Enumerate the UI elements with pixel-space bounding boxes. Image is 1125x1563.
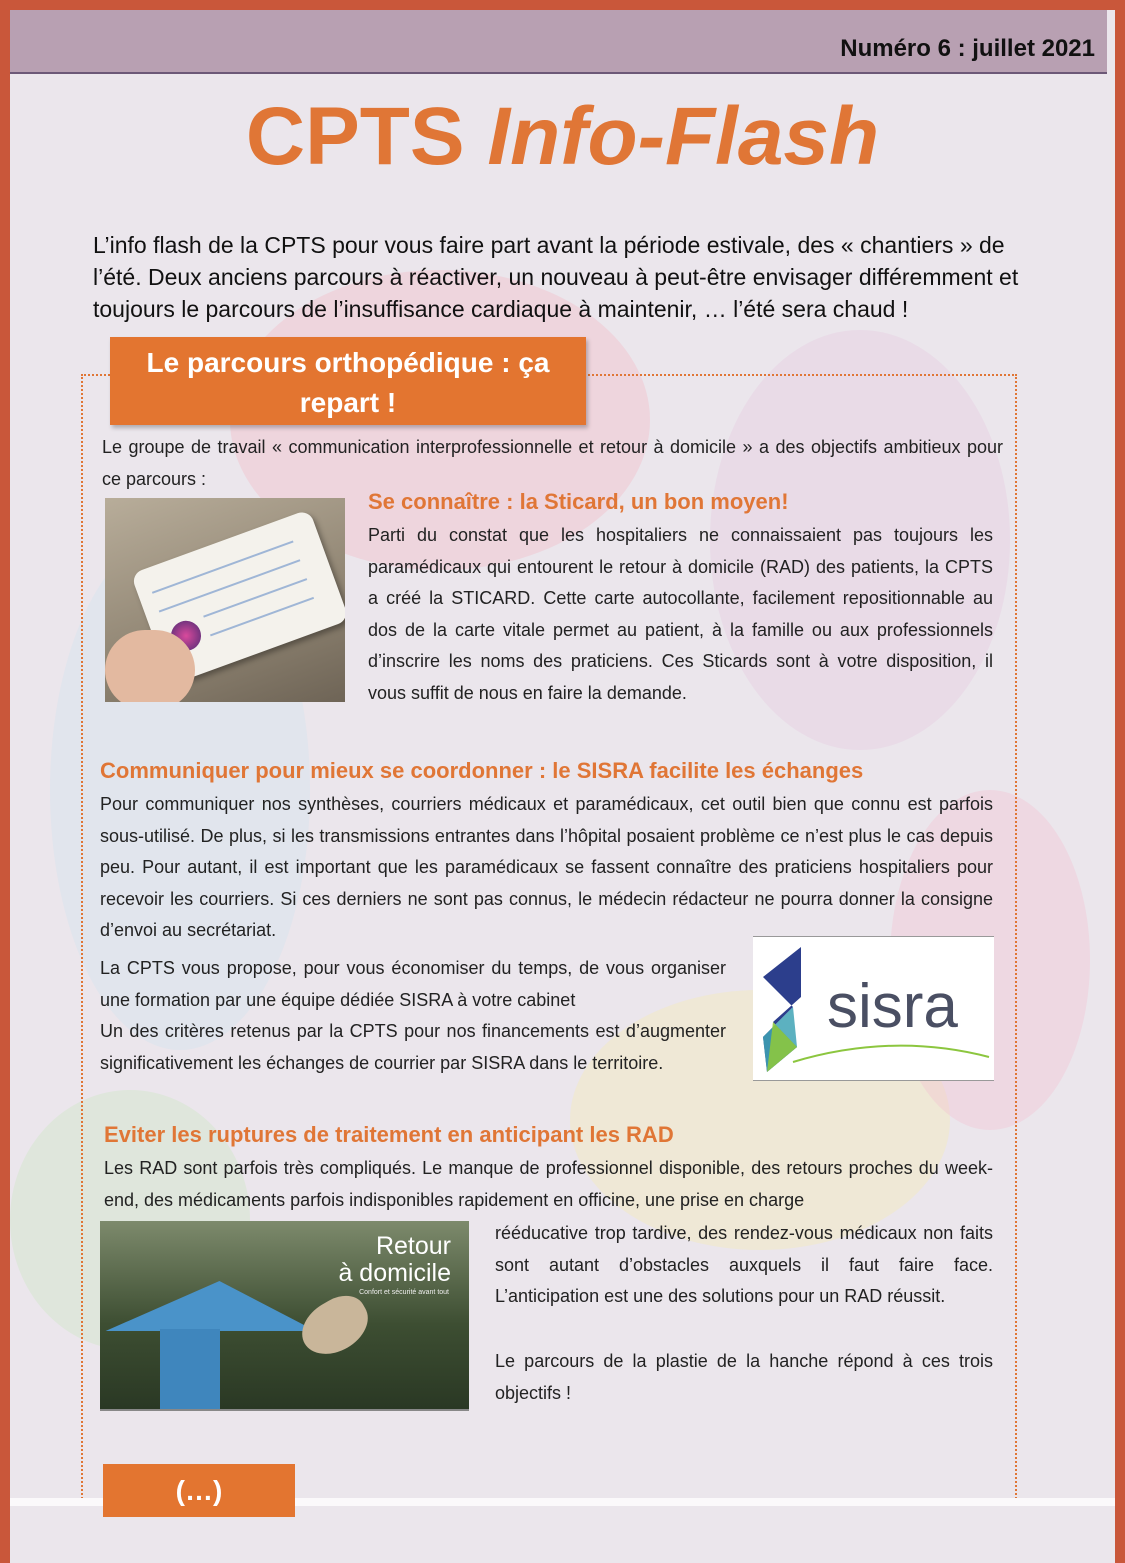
title-main: CPTS	[245, 91, 465, 182]
rad-photo-subtitle: Confort et sécurité avant tout	[359, 1289, 449, 1296]
read-more-button[interactable]: (…)	[103, 1464, 295, 1517]
sticard-heading: Se connaître : la Sticard, un bon moyen!	[368, 489, 789, 514]
section-lead: Le groupe de travail « communication interprofessionnelle et retour à domicile » a des objectifs ambitieux pour ce parcours :	[102, 437, 1003, 489]
birdhouse-icon	[106, 1281, 325, 1331]
rad-photo-title	[338, 1233, 451, 1287]
intro-paragraph: L’info flash de la CPTS pour vous faire part avant la période estivale, des « chantiers » de l’été. Deux anciens parcours à réactiver, un nouveau à peut-être envisager différemment et toujours le parcours de l’insuffisance cardiaque à maintenir, … l’été sera chaud !	[93, 232, 1019, 322]
sisra-logo-text: sisra	[827, 972, 958, 1041]
rad-body-3: Le parcours de la plastie de la hanche répond à ces trois objectifs !	[495, 1351, 993, 1403]
bird-icon	[292, 1287, 378, 1365]
rad-heading: Eviter les ruptures de traitement en anticipant les RAD	[104, 1122, 674, 1147]
rad-photo-title-line-2: à domicile	[338, 1259, 451, 1287]
sisra-body-3: Un des critères retenus par la CPTS pour nos financements est d’augmenter significativement les échanges de courrier par SISRA dans le territoire.	[100, 1021, 726, 1073]
newsletter-page	[10, 10, 1115, 1563]
sisra-logo	[753, 936, 994, 1081]
newsletter-title	[10, 91, 1115, 182]
sisra-logo-icon	[753, 937, 994, 1080]
sisra-heading: Communiquer pour mieux se coordonner : le SISRA facilite les échanges	[100, 758, 864, 783]
thumb-icon	[105, 630, 195, 702]
rad-body-2: rééducative trop tardive, des rendez-vous médicaux non faits sont autant d’obstacles auxquels il faut faire face. L’anticipation est une des solutions pour un RAD réussit.	[495, 1223, 993, 1306]
section-banner: Le parcours orthopédique : ça repart !	[110, 337, 586, 425]
header-bar	[10, 10, 1107, 74]
rad-body-1: Les RAD sont parfois très compliqués. Le manque de professionnel disponible, des retours proches du week-end, des médicaments parfois indisponibles rapidement en officine, une prise en charge	[104, 1158, 993, 1210]
rad-photo	[100, 1221, 469, 1411]
sisra-body-2: La CPTS vous propose, pour vous économiser du temps, de vous organiser une formation par une équipe dédiée SISRA à votre cabinet	[100, 958, 726, 1010]
issue-number: Numéro 6 : juillet 2021	[840, 35, 1095, 62]
birdhouse-post	[160, 1329, 220, 1411]
sisra-body-1: Pour communiquer nos synthèses, courriers médicaux et paramédicaux, cet outil bien que connu est parfois sous-utilisé. De plus, si les transmissions entrantes dans l’hôpital posaient problème ce n’est plus le cas depuis peu. Pour autant, il est important que les paramédicaux se fassent connaître des praticiens hospitaliers pour recevoir les courriers. Si ces derniers ne sont pas connus, le médecin rédacteur ne pourra donner la consigne d’envoi au secrétariat.	[100, 794, 993, 940]
rad-photo-title-line-1: Retour	[375, 1232, 451, 1260]
sticard-photo	[105, 498, 345, 702]
title-italic: Info-Flash	[487, 91, 880, 182]
sticard-body: Parti du constat que les hospitaliers ne connaissaient pas toujours les paramédicaux qui entourent le retour à domicile (RAD) des patients, la CPTS a créé la STICARD. Cette carte autocollante, facilement repositionnable au dos de la carte vitale permet au patient, à la famille ou aux professionnels d’inscrire les noms des praticiens. Ces Sticards sont à votre disposition, il vous suffit de nous en faire la demande.	[368, 525, 993, 703]
